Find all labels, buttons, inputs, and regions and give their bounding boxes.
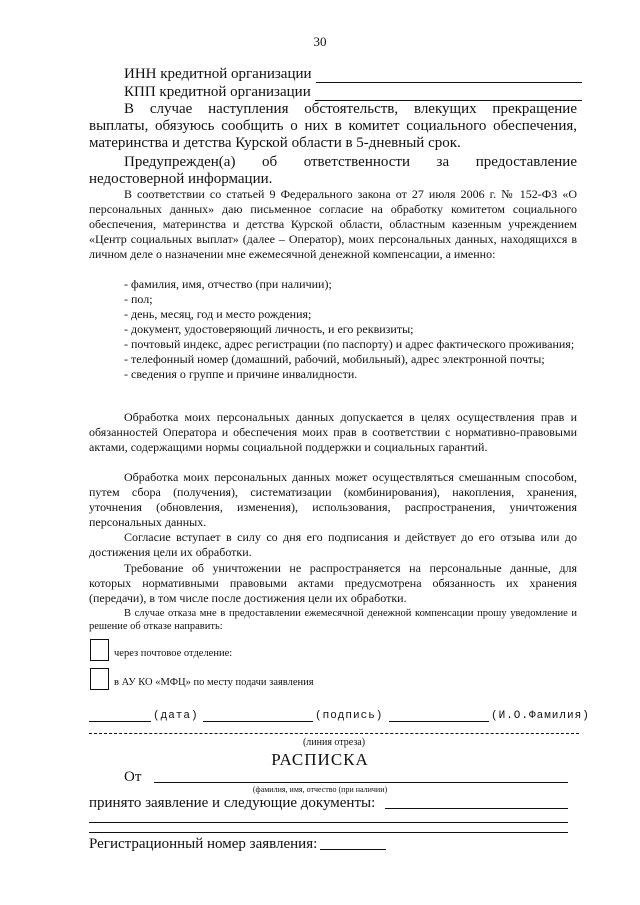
name-caption: (И.О.Фамилия): [491, 710, 590, 722]
receipt-title: РАСПИСКА: [271, 750, 369, 769]
kpp-label: КПП кредитной организации: [124, 84, 311, 100]
documents-line-2[interactable]: [89, 822, 568, 823]
cut-line: [89, 733, 579, 734]
notify-paragraph: В случае наступления обстоятельств, влекущих прекращение выплаты, обязуюсь сообщить о них в комитет социального обеспечения, материнства и детства Курской области в 5-дневный срок.: [89, 101, 577, 151]
documents-line-3[interactable]: [89, 832, 568, 833]
personal-data-list: [89, 277, 577, 382]
post-office-checkbox[interactable]: [90, 639, 109, 661]
page-number: 30: [313, 34, 327, 49]
documents-line-1[interactable]: [385, 808, 568, 809]
reg-number-label: Регистрационный номер заявления:: [89, 836, 318, 852]
mfc-checkbox[interactable]: [90, 668, 109, 690]
signature-row: [89, 708, 590, 722]
list-item: - фамилия, имя, отчество (при наличии);: [124, 277, 332, 291]
signature-line[interactable]: [203, 709, 313, 722]
date-line[interactable]: [89, 709, 151, 722]
inn-label: ИНН кредитной организации: [124, 66, 312, 82]
mfc-label: в АУ КО «МФЦ» по месту подачи заявления: [114, 677, 314, 688]
processing-methods-paragraph: Обработка моих персональных данных может осуществляться смешанным способом, путем сбора (получения), систематизации (комбинирования), накопления, хранения, уточнения (обновления, изменения), использования, распространения, уничтожения персональных данных.: [89, 470, 577, 529]
warned-paragraph: Предупрежден(а) об ответственности за предоставление недостоверной информации.: [89, 154, 577, 187]
refusal-paragraph: В случае отказа мне в предоставлении ежемесячной денежной компенсации прошу уведомление и решение об отказе направить:: [89, 608, 577, 632]
post-office-label: через почтовое отделение:: [114, 648, 233, 659]
cut-line-label: (линия отреза): [302, 737, 366, 748]
inn-input-line[interactable]: [316, 68, 582, 83]
list-item: - день, месяц, год и место рождения;: [124, 307, 312, 321]
date-caption: (дата): [153, 710, 199, 722]
inn-field[interactable]: [124, 66, 582, 83]
reg-number-line[interactable]: [320, 849, 386, 850]
list-item: - пол;: [124, 292, 153, 306]
list-item: - сведения о группе и причине инвалидности.: [124, 367, 358, 381]
kpp-field[interactable]: [124, 84, 582, 101]
kpp-input-line[interactable]: [315, 86, 582, 101]
from-input-line[interactable]: [154, 782, 568, 783]
list-item: - телефонный номер (домашний, рабочий, мобильный), адрес электронной почты;: [124, 352, 545, 366]
list-item: - почтовый индекс, адрес регистрации (по паспорту) и адрес фактического проживания;: [124, 337, 575, 351]
from-label: От: [124, 769, 142, 785]
accepted-label: принято заявление и следующие документы:: [89, 795, 376, 811]
processing-allowed-paragraph: Обработка моих персональных данных допускается в целях осуществления прав и обязанностей Оператора и обеспечения моих прав в соответствии с нормативно-правовыми актами, содержащими нормы социальной поддержки и социальных гарантий.: [89, 410, 577, 454]
consent-paragraph: В соответствии со статьей 9 Федерального закона от 27 июля 2006 г. № 152-ФЗ «О персональных данных» даю письменное согласие на обработку комитетом социального обеспечения, материнства и детства Курской области, областным казенным учреждением «Центр социальных выплат» (далее – Оператор), моих персональных данных, находящихся в личном деле о назначении мне ежемесячной денежной компенсации, а именно:: [89, 187, 577, 261]
consent-effect-paragraph: Согласие вступает в силу со дня его подписания и действует до его отзыва или до достижения цели их обработки.: [89, 530, 577, 559]
destruction-paragraph: Требование об уничтожении не распространяется на персональные данные, для которых нормативными правовыми актами предусмотрена обязанность их хранения (передачи), в том числе после достижения цели их обработки.: [89, 561, 577, 605]
name-line[interactable]: [389, 709, 489, 722]
signature-caption: (подпись): [315, 710, 384, 722]
list-item: - документ, удостоверяющий личность, и его реквизиты;: [124, 322, 414, 336]
from-hint: (фамилия, имя, отчество (при наличии): [252, 785, 388, 794]
